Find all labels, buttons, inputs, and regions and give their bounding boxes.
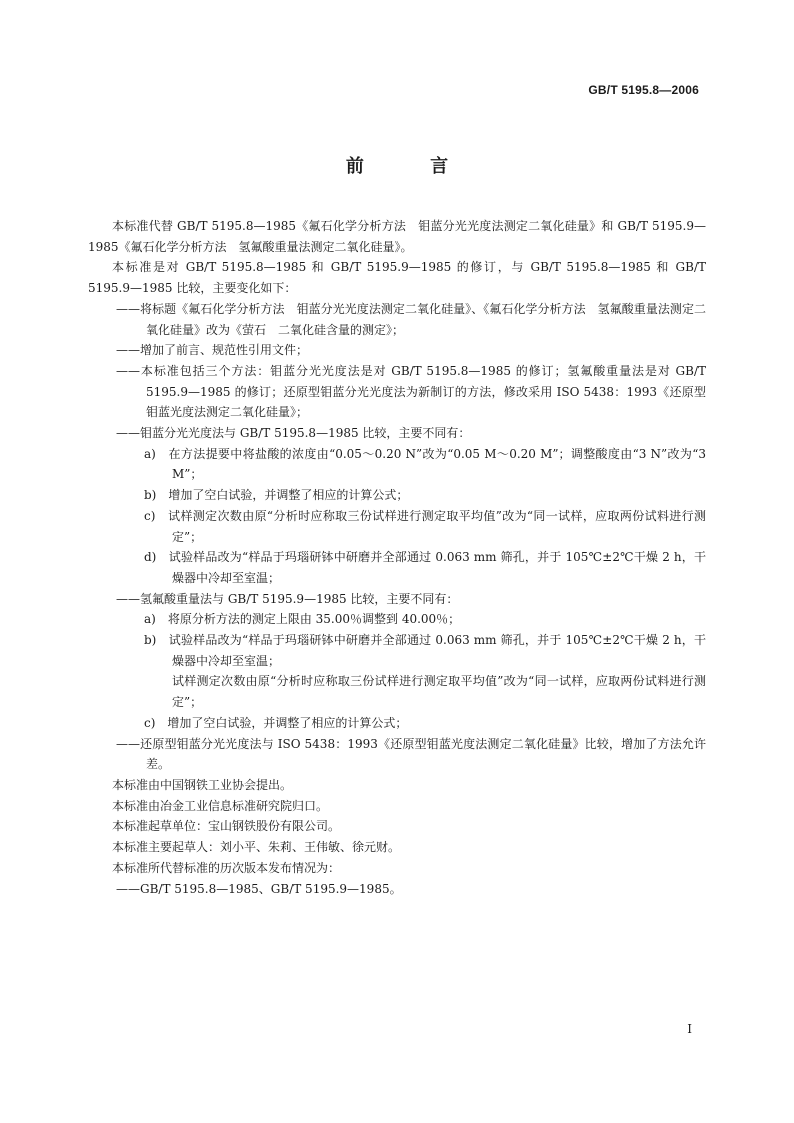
change-item-title: ——将标题《氟石化学分析方法 钼蓝分光光度法测定二氧化硅量》、《氟石化学分析方法 氢氟酸重量法测定二氧化硅量》改为《萤石 二氧化硅含量的测定》；	[116, 301, 706, 337]
history-item: ——GB/T 5195.8—1985、GB/T 5195.9—1985。	[116, 881, 402, 896]
sub-item-b: b) 增加了空白试验，并调整了相应的计算公式；	[144, 488, 409, 503]
change-item-hydrofluoric: ——氢氟酸重量法与 GB/T 5195.9—1985 比较，主要不同有：	[116, 591, 459, 606]
paragraph-drafting-unit: 本标准起草单位：宝山钢铁股份有限公司。	[112, 819, 341, 834]
change-item-methods: ——本标准包括三个方法：钼蓝分光光度法是对 GB/T 5195.8—1985 的修订；氢氟酸重量法是对 GB/T 5195.9—1985 的修订；还原型钼蓝分光光度法为新制订的方法，修改采用 ISO 5438：1993《还原型钼蓝光度法测定二氧化硅量》；	[116, 363, 706, 420]
change-item-foreword: ——增加了前言、规范性引用文件；	[116, 343, 309, 358]
foreword-body	[88, 216, 706, 899]
change-item-molybdenum-blue: ——钼蓝分光光度法与 GB/T 5195.8—1985 比较，主要不同有：	[116, 426, 471, 441]
sub-item-b: b) 试验样品改为“样品于玛瑙研钵中研磨并全部通过 0.063 mm 筛孔，并于 105℃±2℃干燥 2 h，干燥器中冷却至室温；	[144, 633, 706, 668]
sub-item-c: c) 增加了空白试验，并调整了相应的计算公式；	[144, 715, 408, 730]
paragraph-administrator: 本标准由冶金工业信息标准研究院归口。	[112, 798, 329, 813]
page-number: I	[687, 1022, 692, 1036]
paragraph-revision: 本标准是对 GB/T 5195.8—1985 和 GB/T 5195.9—1985 的修订，与 GB/T 5195.8—1985 和 GB/T 5195.9—1985 比较，主要变化如下：	[88, 260, 706, 296]
change-item-reduced-molybdenum: ——还原型钼蓝分光光度法与 ISO 5438：1993《还原型钼蓝光度法测定二氧化硅量》比较，增加了方法允许差。	[116, 736, 706, 772]
page-title: 前 言	[345, 156, 479, 177]
paragraph-replaces: 本标准代替 GB/T 5195.8—1985《氟石化学分析方法 钼蓝分光光度法测定二氧化硅量》和 GB/T 5195.9—1985《氟石化学分析方法 氢氟酸重量法测定二氧化硅量》。	[88, 219, 706, 254]
paragraph-history: 本标准所代替标准的历次版本发布情况为：	[112, 860, 341, 875]
sub-item-a: a) 将原分析方法的测定上限由 35.00％调整到 40.00％；	[144, 612, 461, 627]
sub-item-a: a) 在方法提要中将盐酸的浓度由“0.05～0.20 N”改为“0.05 M～0.20 M”；调整酸度由“3 N”改为“3 M”；	[144, 446, 706, 482]
sub-item-continuation: 试样测定次数由原“分析时应称取三份试样进行测定取平均值”改为“同一试样，应取两份试料进行测定”；	[172, 674, 706, 710]
sub-item-d: d) 试验样品改为“样品于玛瑙研钵中研磨并全部通过 0.063 mm 筛孔，并于 105℃±2℃干燥 2 h，干燥器中冷却至室温；	[144, 550, 706, 585]
paragraph-proposer: 本标准由中国钢铁工业协会提出。	[112, 777, 293, 792]
sub-item-c: c) 试样测定次数由原“分析时应称取三份试样进行测定取平均值”改为“同一试样，应取两份试料进行测定”；	[144, 508, 706, 544]
standard-code: GB/T 5195.8—2006	[588, 83, 699, 97]
paragraph-drafters: 本标准主要起草人：刘小平、朱莉、王伟敏、徐元财。	[112, 840, 401, 855]
